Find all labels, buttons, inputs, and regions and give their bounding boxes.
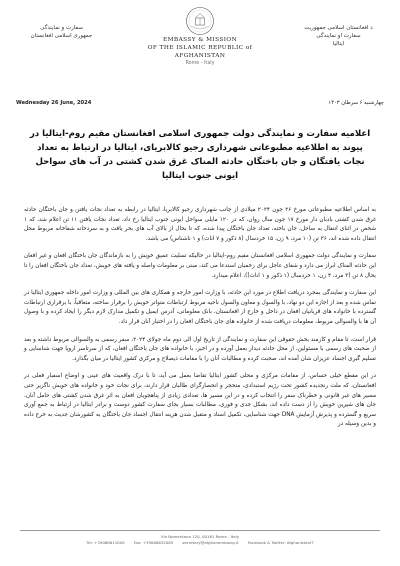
announcement-body	[24, 206, 376, 438]
footer-phone: Tel: +39068611009	[86, 540, 125, 545]
footer-divider	[20, 530, 380, 531]
footer-contacts	[0, 540, 400, 546]
letterhead-dari-line: جمهوری اسلامی افغانستان	[30, 33, 93, 39]
body-paragraph: این سفارت و نمایندگی بمجرد دریافت اطلاع در مورد این حادثه، با وزارت امور خارجه و همکاری های بین المللی و وزارت امور داخله جمهوری ایتالیا در تماس شده و بعد از اجازه این دو نهاد، با والسول و معاون والسول ناحیه مربوط ارتباطات متواتر خویش را برقرار ساخته، متعاقباً، با برقراری ارتباطات گسترده با خانواده های قربانیان افغان در داخل و خارج از افغانستان، بانک معلوماتی، آدرس ایمیل و تکمیل مدارک لازم دیگر را ایجاد کرده و با وصول آن ها با والسوالی مربوط، معلومات دریافت شده از خانواده های جان باختگان افغان را در اختیار آنان قرار داد.	[24, 290, 376, 325]
body-paragraph: در این مقطع خیلی حساس، از مقامات مرکزی و محلی کشور ایتالیا تقاضا بعمل می آید، تا با درک واقعیت های عینی و اوضاع اسفبار فعلی در افغانستان، که ملت رنجدیده کشور تحت رژیم استبدادی، متحجر و انحصارگرای طالبان قرار دارند، برای نجات خود و خانواده های خویش ناگزیر حتی مسیر های غیر قانونی و خطرناک سفر را انتخاب کرده و در این مسیر ها، تعدادی زیادی از پناهجویان افغان به اثر غرق شدن کشتی های حامل آنان، جان های شیرین خویش را از دست داده اند، بشکل جدی و فوری، مطالبات بسیار بجای سفارت کشور دوست و برادر ایتالیا در ارتباط به جمع آوری سریع و گسترده و پذیرش آزمایش DNA جهت شناسایی، تکمیل اسناد و متقبل شدن هزینه انتقال اجساد جان باختگان به کشورشان جدیت به خرج داده و بدین وسیله در	[24, 373, 376, 428]
date-english: Wednesday 26 June, 2024	[16, 100, 92, 106]
footer-address: Via Nomentana 120, 00161 Rome - Italy	[160, 534, 240, 539]
letterhead-location: Rome - Italy	[185, 61, 215, 66]
letterhead-pashto-line: سفارت او نمایندگی	[316, 33, 361, 39]
letterhead-title-line1: EMBASSY & MISSION	[162, 37, 238, 43]
letterhead-dari-block	[14, 24, 109, 40]
letterhead-center	[140, 6, 260, 67]
body-paragraph: به اساس اطلاعیه مطبوعاتی مورخ ۲۶ جون ۲۰۲۴ میلادی از جانب شهرداری رجیو کالابریا، ایتالیا در رابطه به تعداد نجات یافتن و جان باختگان حادثه غرق شدن کشتی بادبان دار مورخ ۱۷ جون سال روان، که در ۱۲۰ مایلی سواحل ایونی جنوب ایتالیا رخ داد، تعداد نجات یافتن ۱۱ تن اعلام شد، که ۱ شخص در اثنای انتقال به ساحل، جان باخته، تعداد جان باختگان پیدا شده، که تا بحال از بالای آب های بحر یافت و به سردخانه شفاخانه مربوط محل انتقال داده شده اند، ۳۶ تن (۱۰ مرد، ۹ زن، ۱۵ خردسال (۸ ذکور و ۷ اناث) و ۱ ناشناس) می باشد.	[24, 207, 376, 242]
letterhead-pashto-line: د افغانستان اسلامی جمهوریت	[304, 25, 373, 31]
footer-email: secretary@afghanembassy.it	[182, 540, 239, 545]
body-paragraph: سفارت و نمایندگی دولت جمهوری اسلامی افغانستان مقیم روم-ایتالیا در حالیکه تسلیت عمیق خویش را به بازماندگان جان باختگان افغان و غیر افغان این حادثه المناک ابراز می دارد و شفای عاجل برای زخمیان استدعا می کند، مبنی بر معلومات واصله و یافته های خویش، تعداد جان باختگان افغان را تا بحال ۸ تن (۳ مرد، ۴ زن، ۱ خردسال (۱ ذکور و ۱ اناث))، اعلام میدارد.	[24, 253, 376, 279]
footer-social: Facebook & Twitter: AfghanistanIT	[247, 540, 314, 545]
footer	[0, 530, 400, 546]
letterhead-pashto-line: ایتالیا	[332, 41, 345, 47]
letterhead-dari-line: سفارت و نمایندگی	[40, 25, 83, 31]
letterhead	[0, 6, 400, 76]
announcement-title: اعلامیه سفارت و نمایندگی دولت جمهوری اسلامی افغانستان مقیم روم-ایتالیا در پیوند به اطلاعیه مطبوعاتی شهرداری رجیو کالابریای، ایتالیا در ارتباط به تعداد نجات یافتگان و جان باختگان حادثه المناک غرق شدن کشتی در آب های سواحل ایونی جنوب ایتالیا	[29, 129, 371, 181]
afghanistan-emblem-icon	[185, 6, 215, 36]
date-persian: چهارشنبه ۶ سرطان ۱۴۰۳	[328, 100, 384, 106]
letterhead-title-line2: OF THE ISLAMIC REPUBLIC of AFGHANISTAN	[147, 45, 253, 59]
dateline	[16, 100, 384, 110]
body-paragraph: قرار است، تا مقام و کارمند بخش حقوقی این سفارت و نمایندگی از تاریخ اول الی دوم ماه جولای ۲۰۲۴، سفر رسمی به والسوالی مربوط داشته و بعد از صحبت های رسمی با مسئولین، از محل حادثه دیدار بعمل آورده و در اخیر، با خانواده های جان باختگان افغان، که از سرتاسر اروپا جهت شناسایی و تسلیم گیری اجساد عزیزان شان آمده اند، صحبت کرده و مطالبات آنان را با مقامات ذیصلاح و مرکزی کشور ایتالیا در میان بگذارد.	[24, 336, 376, 362]
letterhead-pashto-block	[291, 24, 386, 48]
footer-fax: Fax: +39068632065	[133, 540, 174, 545]
